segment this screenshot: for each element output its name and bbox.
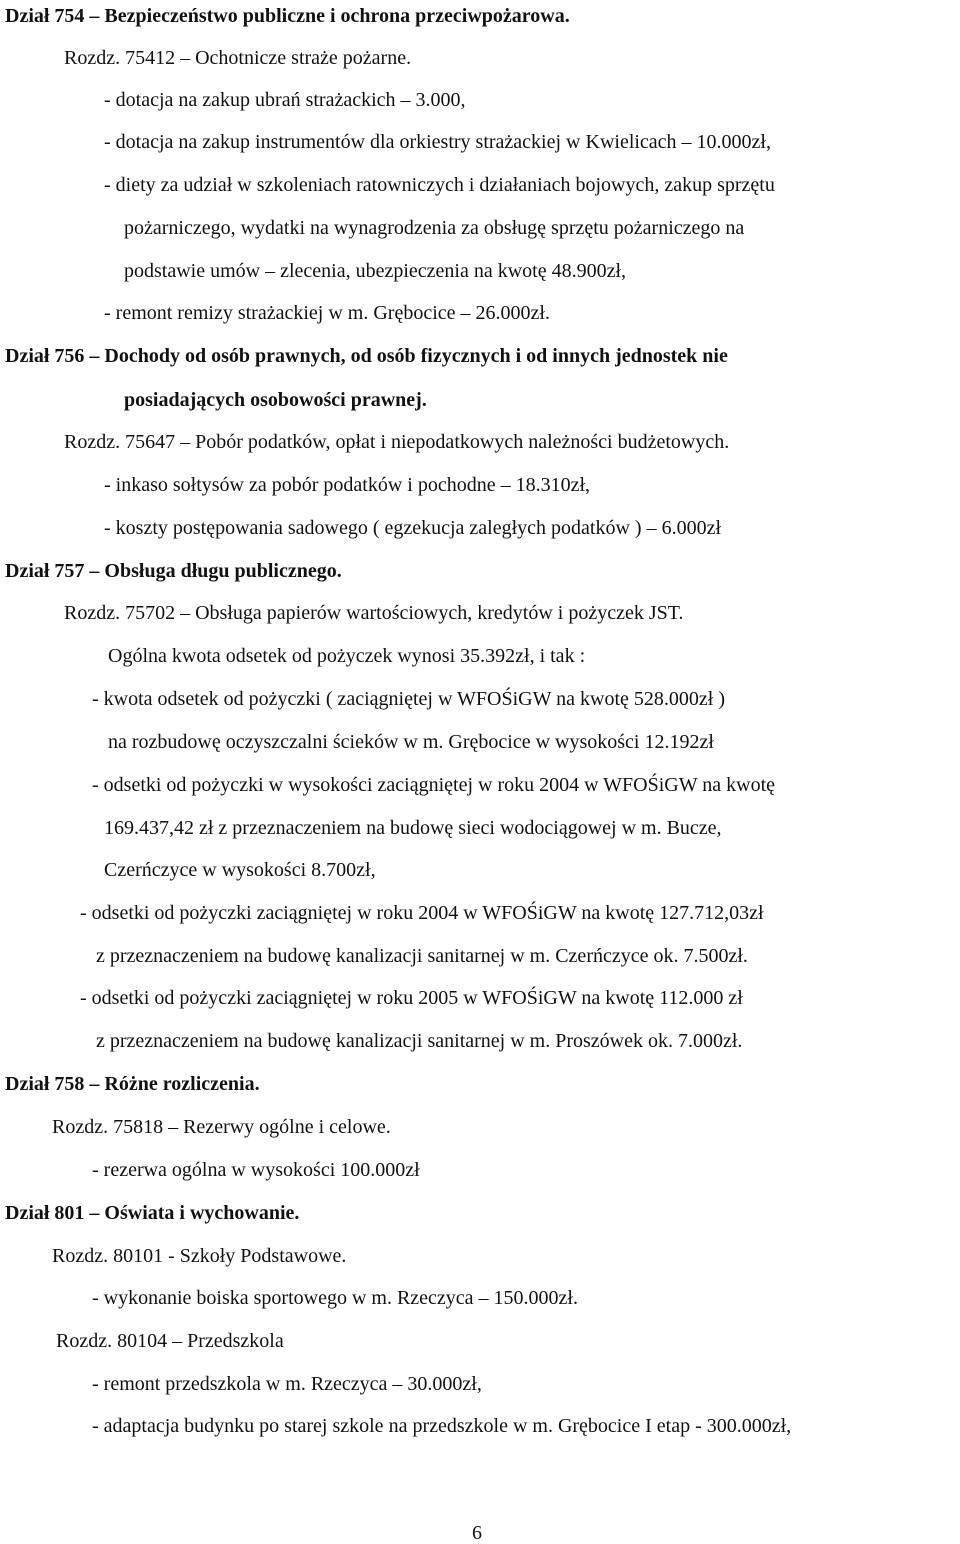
list-item: - remont przedszkola w m. Rzeczyca – 30.000zł,	[92, 1373, 482, 1395]
list-item: - dotacja na zakup ubrań strażackich – 3.000,	[104, 89, 466, 111]
page-number: 6	[472, 1522, 482, 1544]
list-item-continuation: pożarniczego, wydatki na wynagrodzenia za obsługę sprzętu pożarniczego na	[124, 217, 745, 239]
list-item: - odsetki od pożyczki w wysokości zaciągniętej w roku 2004 w WFOŚiGW na kwotę	[92, 774, 776, 796]
list-item: - kwota odsetek od pożyczki ( zaciągniętej w WFOŚiGW na kwotę 528.000zł )	[92, 688, 725, 710]
paragraph: Ogólna kwota odsetek od pożyczek wynosi 35.392zł, i tak :	[108, 645, 586, 667]
list-item: - wykonanie boiska sportowego w m. Rzeczyca – 150.000zł.	[92, 1287, 578, 1309]
list-item: - odsetki od pożyczki zaciągniętej w roku 2004 w WFOŚiGW na kwotę 127.712,03zł	[80, 902, 764, 924]
list-item-continuation: podstawie umów – zlecenia, ubezpieczenia na kwotę 48.900zł,	[124, 260, 627, 282]
list-item-continuation: Czerńczyce w wysokości 8.700zł,	[104, 859, 376, 881]
subsection-rozdz-75818: Rozdz. 75818 – Rezerwy ogólne i celowe.	[52, 1116, 391, 1138]
section-heading-continuation: posiadających osobowości prawnej.	[124, 389, 427, 411]
list-item-continuation: z przeznaczeniem na budowę kanalizacji sanitarnej w m. Proszówek ok. 7.000zł.	[96, 1030, 743, 1052]
list-item-continuation: 169.437,42 zł z przeznaczeniem na budowę sieci wodociągowej w m. Bucze,	[104, 817, 722, 839]
section-heading-dzial-758: Dział 758 – Różne rozliczenia.	[5, 1073, 260, 1095]
section-heading-dzial-756: Dział 756 – Dochody od osób prawnych, od osób fizycznych i od innych jednostek nie	[5, 345, 728, 367]
section-heading-dzial-801: Dział 801 – Oświata i wychowanie.	[5, 1202, 300, 1224]
subsection-rozdz-80104: Rozdz. 80104 – Przedszkola	[56, 1330, 284, 1352]
list-item: - adaptacja budynku po starej szkole na przedszkole w m. Grębocice I etap - 300.000zł,	[92, 1415, 792, 1437]
list-item: - inkaso sołtysów za pobór podatków i pochodne – 18.310zł,	[104, 474, 591, 496]
subsection-rozdz-75702: Rozdz. 75702 – Obsługa papierów wartościowych, kredytów i pożyczek JST.	[64, 602, 684, 624]
list-item: - remont remizy strażackiej w m. Grębocice – 26.000zł.	[104, 302, 550, 324]
list-item-continuation: na rozbudowę oczyszczalni ścieków w m. Grębocice w wysokości 12.192zł	[108, 731, 714, 753]
list-item: - dotacja na zakup instrumentów dla orkiestry strażackiej w Kwielicach – 10.000zł,	[104, 131, 771, 153]
section-heading-dzial-757: Dział 757 – Obsługa długu publicznego.	[5, 560, 342, 582]
subsection-rozdz-75647: Rozdz. 75647 – Pobór podatków, opłat i niepodatkowych należności budżetowych.	[64, 431, 730, 453]
list-item-continuation: z przeznaczeniem na budowę kanalizacji sanitarnej w m. Czerńczyce ok. 7.500zł.	[96, 945, 748, 967]
subsection-rozdz-75412: Rozdz. 75412 – Ochotnicze straże pożarne.	[64, 47, 412, 69]
list-item: - diety za udział w szkoleniach ratowniczych i działaniach bojowych, zakup sprzętu	[104, 174, 775, 196]
list-item: - rezerwa ogólna w wysokości 100.000zł	[92, 1159, 420, 1181]
list-item: - koszty postępowania sadowego ( egzekucja zaległych podatków ) – 6.000zł	[104, 517, 722, 539]
subsection-rozdz-80101: Rozdz. 80101 - Szkoły Podstawowe.	[52, 1245, 347, 1267]
list-item: - odsetki od pożyczki zaciągniętej w roku 2005 w WFOŚiGW na kwotę 112.000 zł	[80, 987, 743, 1009]
section-heading-dzial-754: Dział 754 – Bezpieczeństwo publiczne i ochrona przeciwpożarowa.	[5, 5, 570, 27]
